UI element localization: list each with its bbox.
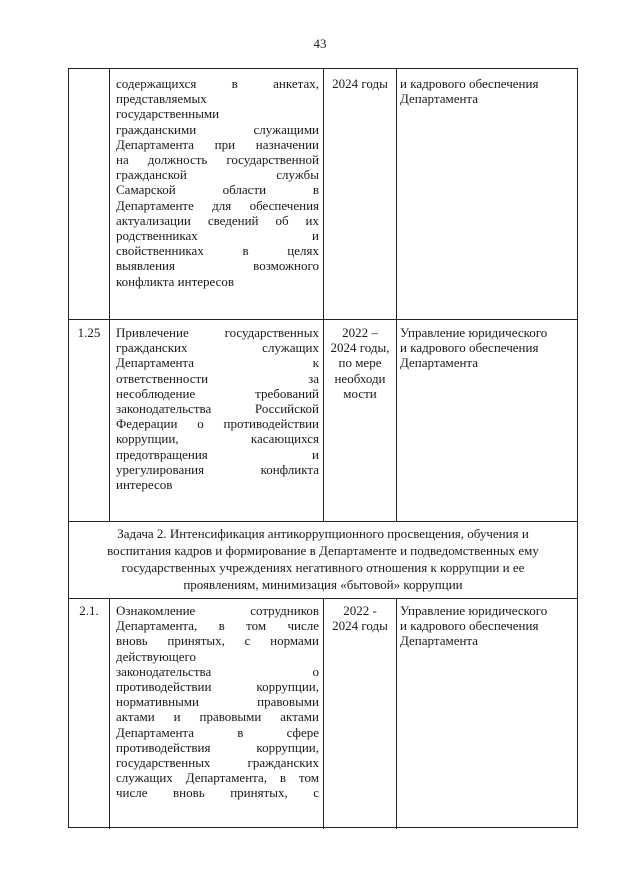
row-number: 1.25 bbox=[77, 325, 101, 340]
row-responsible: Управление юридического и кадрового обеспечения Департамента bbox=[400, 325, 548, 371]
row-divider bbox=[69, 319, 577, 320]
row-deadline: 2024 годы bbox=[332, 76, 388, 91]
row-responsible: и кадрового обеспечения Департамента bbox=[400, 76, 539, 107]
plan-table bbox=[68, 68, 578, 828]
row-number: 2.1. bbox=[79, 603, 99, 618]
column-divider bbox=[323, 598, 324, 829]
column-divider bbox=[323, 69, 324, 521]
row-deadline: 2022 - 2024 годы bbox=[332, 603, 388, 634]
column-divider bbox=[396, 69, 397, 521]
row-deadline: 2022 – 2024 годы, по мере необходи мости bbox=[330, 325, 390, 401]
column-divider bbox=[396, 598, 397, 829]
row-divider bbox=[69, 521, 577, 522]
column-divider bbox=[109, 69, 110, 521]
row-responsible: Управление юридического и кадрового обеспечения Департамента bbox=[400, 603, 548, 649]
column-divider bbox=[109, 598, 110, 829]
row-divider bbox=[69, 598, 577, 599]
page-number: 43 bbox=[313, 36, 327, 51]
row-description: Ознакомление сотрудников Департамента, в том числе вновь принятых, с нормами действующего законодательства о противодействии коррупции, нормативными правовыми актами и правовыми актами Департамента в сфере противодействия коррупции, государственных гражданских служащих Департамента, в том числе вновь принятых, с bbox=[116, 603, 319, 801]
task-heading: Задача 2. Интенсификация антикоррупционного просвещения, обучения и воспитания кадров и формирование в Департаменте и подведомственных ему государственных учреждениях негативного отношения к коррупции и ее проявлениям, минимизация «бытовой» коррупции bbox=[107, 526, 539, 592]
row-description: Привлечение государственных гражданских служащих Департамента к ответственности за несоблюдение требований законодательства Российской Федерации о противодействии коррупции, касающихся предотвращения и урегулирования конфликта интересов bbox=[116, 325, 319, 493]
row-description: содержащихся в анкетах, представляемых государственными гражданскими служащими Департамента при назначении на должность государственной гражданской службы Самарской области в Департаменте для обеспечения актуализации сведений об их родственниках и свойственниках в целях выявления возможного конфликта интересов bbox=[116, 76, 319, 289]
